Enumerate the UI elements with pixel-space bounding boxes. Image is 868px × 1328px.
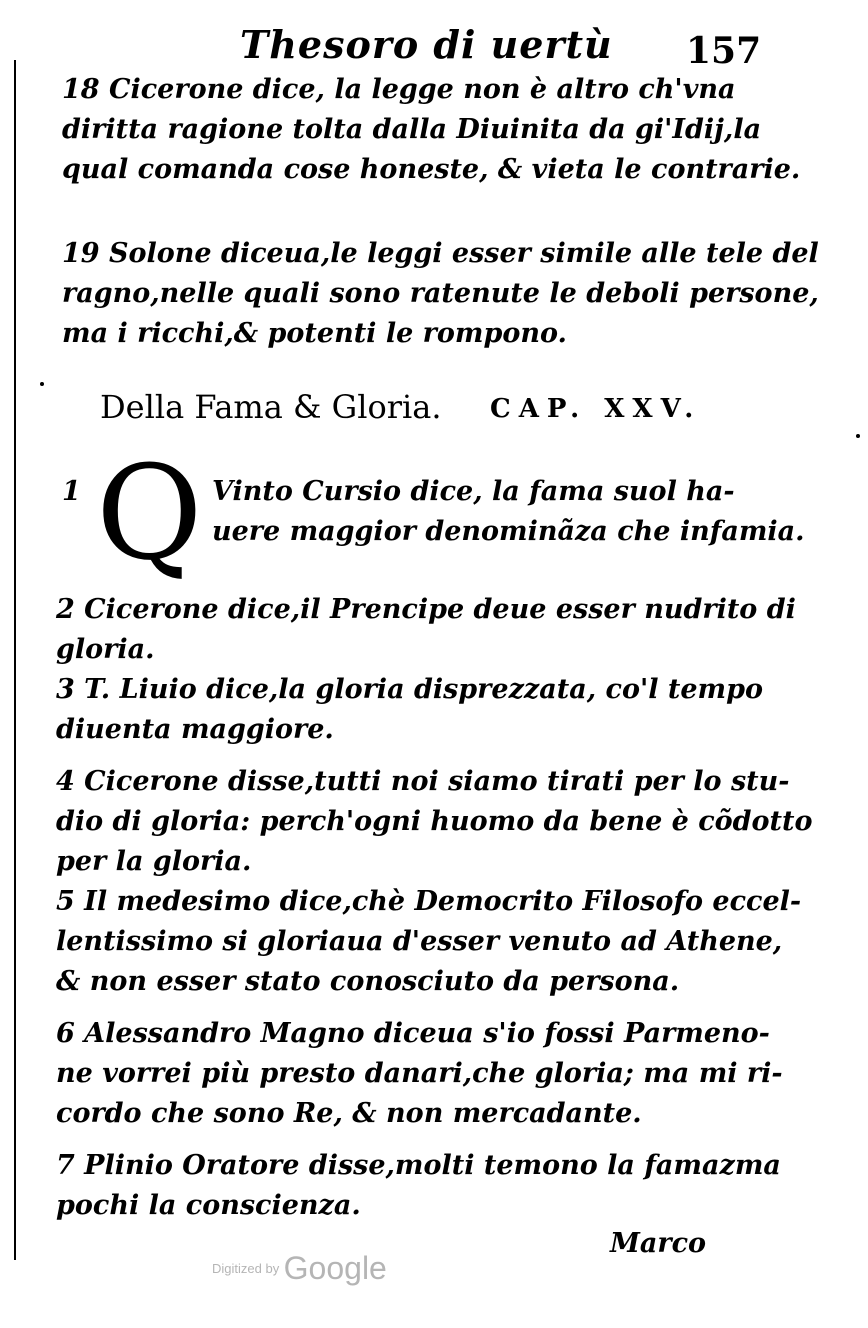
text-line: gloria. bbox=[56, 634, 155, 665]
digitized-watermark bbox=[212, 1250, 387, 1287]
text-line: ne vorrei più presto danari,che gloria; ma mi ri- bbox=[56, 1058, 783, 1089]
text-line: ma i ricchi,& potenti le rompono. bbox=[62, 318, 567, 349]
text-line: diuenta maggiore. bbox=[56, 714, 334, 745]
scan-speck bbox=[856, 434, 860, 438]
entry-number: 1 bbox=[62, 476, 81, 507]
text-line: 4 Cicerone disse,tutti noi siamo tirati per lo stu- bbox=[56, 766, 790, 797]
text-line: 19 Solone diceua,le leggi esser simile alle tele del bbox=[62, 238, 819, 269]
page-number: 157 bbox=[686, 30, 762, 72]
text-line: 6 Alessandro Magno diceua s'io fossi Parmeno- bbox=[56, 1018, 770, 1049]
catchword: Marco bbox=[610, 1228, 707, 1259]
text-line: 3 T. Liuio dice,la gloria disprezzata, co'l tempo bbox=[56, 674, 763, 705]
text-line: 5 Il medesimo dice,chè Democrito Filosofo eccel- bbox=[56, 886, 802, 917]
google-logo: Google bbox=[283, 1250, 387, 1286]
text-line: & non esser stato conosciuto da persona. bbox=[56, 966, 680, 997]
text-line: qual comanda cose honeste, & vieta le contrarie. bbox=[62, 154, 801, 185]
running-head: Thesoro di uertù bbox=[240, 22, 613, 67]
text-line: ragno,nelle quali sono ratenute le deboli persone, bbox=[62, 278, 819, 309]
scan-speck bbox=[40, 382, 44, 386]
text-line: 2 Cicerone dice,il Prencipe deue esser nudrito di bbox=[56, 594, 796, 625]
text-line: 7 Plinio Oratore disse,molti temono la famazma bbox=[56, 1150, 781, 1181]
page-edge-shadow bbox=[14, 60, 16, 1260]
chapter-title: Della Fama & Gloria. bbox=[100, 388, 442, 426]
watermark-prefix: Digitized by bbox=[212, 1261, 280, 1276]
text-line: lentissimo si gloriaua d'esser venuto ad Athene, bbox=[56, 926, 783, 957]
chapter-number: CAP. XXV. bbox=[490, 394, 702, 424]
drop-cap: Q bbox=[96, 437, 203, 589]
text-line: uere maggior denominãza che infamia. bbox=[212, 516, 805, 547]
text-line: Vinto Cursio dice, la fama suol ha- bbox=[212, 476, 735, 507]
text-line: per la gloria. bbox=[56, 846, 252, 877]
text-line: diritta ragione tolta dalla Diuinita da gi'Idij,la bbox=[62, 114, 762, 145]
text-line: cordo che sono Re, & non mercadante. bbox=[56, 1098, 642, 1129]
text-line: 18 Cicerone dice, la legge non è altro ch'vna bbox=[62, 74, 736, 105]
text-line: pochi la conscienza. bbox=[56, 1190, 361, 1221]
text-line: dio di gloria: perch'ogni huomo da bene è cõdotto bbox=[56, 806, 813, 837]
